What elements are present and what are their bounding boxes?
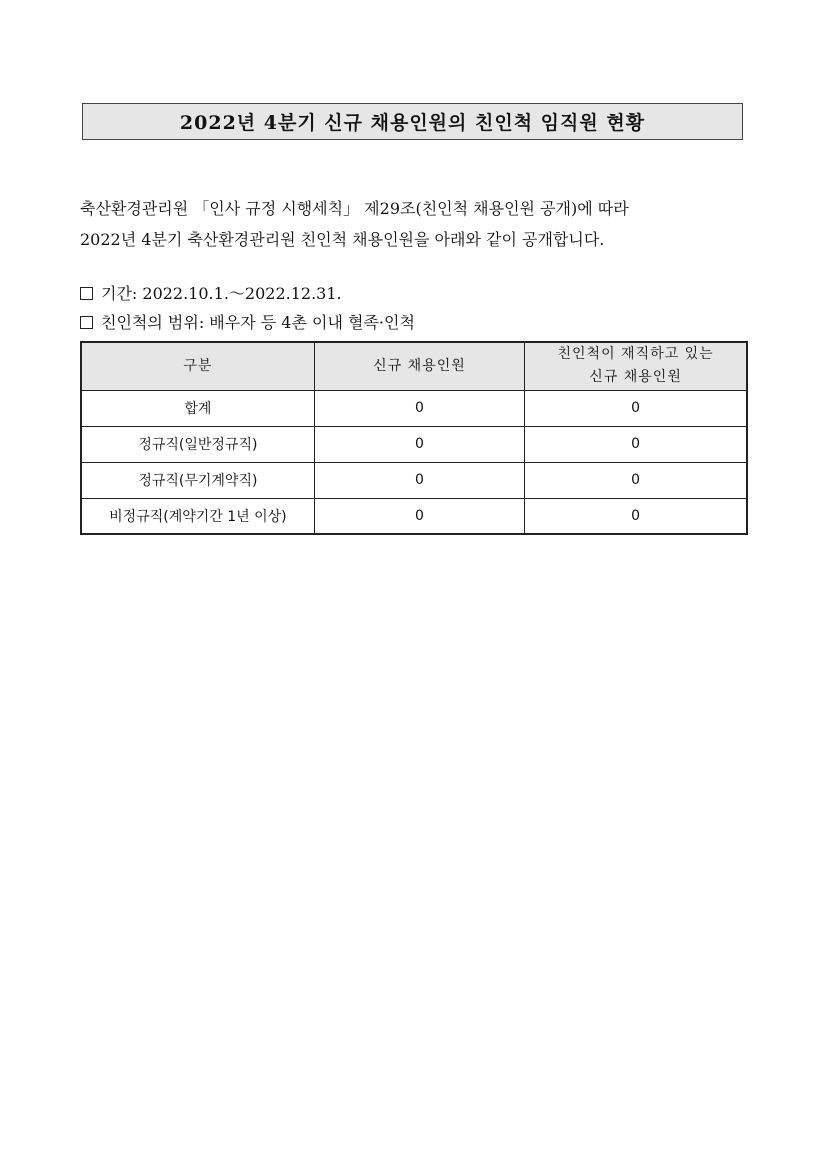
document-title: 2022년 4분기 신규 채용인원의 친인척 임직원 현황	[179, 112, 646, 134]
row-relatives: 0	[525, 462, 747, 498]
header-new-hires: 신규 채용인원	[314, 342, 524, 390]
row-new-hires: 0	[314, 462, 524, 498]
row-category: 정규직(무기계약직)	[81, 462, 314, 498]
intro-line-2: 2022년 4분기 축산환경관리원 친인척 채용인원을 아래와 같이 공개합니다.	[80, 230, 605, 249]
checkbox-square-icon	[80, 316, 93, 329]
table-row	[81, 426, 747, 462]
header-category: 구분	[81, 342, 314, 390]
table-row	[81, 390, 747, 426]
row-relatives: 0	[525, 426, 747, 462]
row-relatives: 0	[525, 390, 747, 426]
scope-item	[80, 310, 415, 333]
document-title-box	[82, 103, 743, 140]
row-relatives: 0	[525, 498, 747, 534]
table-row	[81, 498, 747, 534]
period-item	[80, 281, 342, 304]
row-new-hires: 0	[314, 498, 524, 534]
period-text: 기간: 2022.10.1.～2022.12.31.	[101, 284, 342, 303]
intro-line-1: 축산환경관리원 「인사 규정 시행세칙」 제29조(친인척 채용인원 공개)에 따라	[80, 199, 629, 218]
row-new-hires: 0	[314, 426, 524, 462]
table-header-row	[81, 342, 747, 390]
scope-text: 친인척의 범위: 배우자 등 4촌 이내 혈족·인척	[101, 313, 415, 332]
row-new-hires: 0	[314, 390, 524, 426]
row-category: 정규직(일반정규직)	[81, 426, 314, 462]
intro-paragraph	[80, 193, 746, 255]
checkbox-square-icon	[80, 287, 93, 300]
header-relatives	[525, 342, 747, 390]
header-relatives-line-2: 신규 채용인원	[589, 369, 682, 386]
row-category: 합계	[81, 390, 314, 426]
hiring-table	[80, 341, 748, 535]
table-row	[81, 462, 747, 498]
header-relatives-line-1: 친인척이 재직하고 있는	[557, 346, 714, 363]
row-category: 비정규직(계약기간 1년 이상)	[81, 498, 314, 534]
